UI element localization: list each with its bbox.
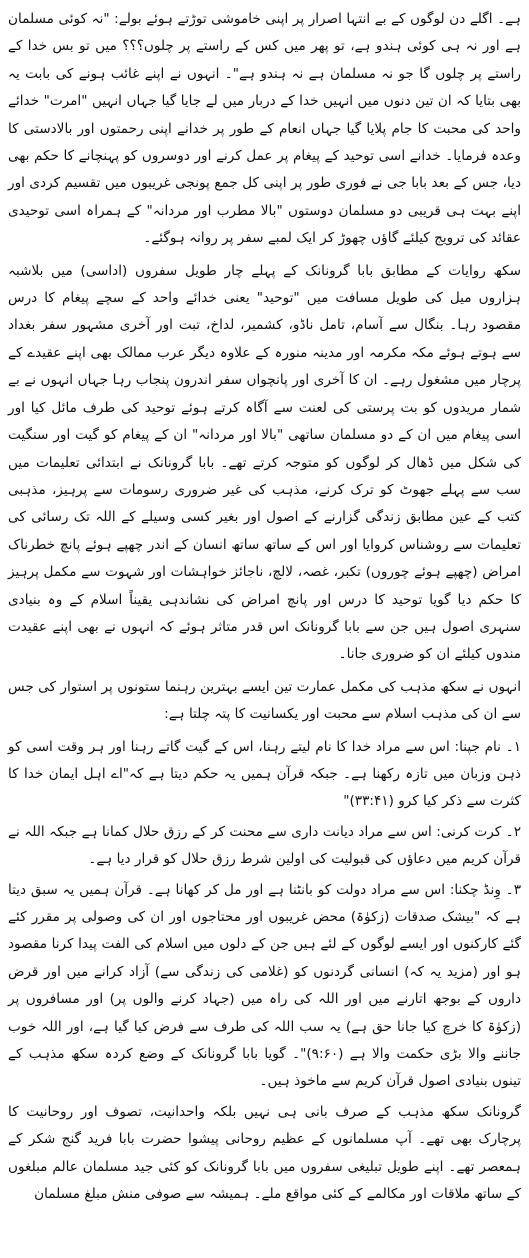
paragraph-intro: ہے۔ اگلے دن لوگوں کے بے انتہا اصرار پر اپنی خاموشی توڑتے ہوئے بولے: "نہ کوئی مسلمان ہے اور نہ ہی کوئی ہندو ہے، تو پھر میں کس کے راستے پر چلوں؟؟؟ میں تو بس خدا کے راستے پر چلوں گا جو نہ مسلمان ہے نہ ہندو ہے"۔ انہوں نے اپنے غائب ہونے کی بابت یہ بھی بتایا کہ ان تین دنوں میں انہیں خدا کے دربار میں لے جایا گیا جہاں انہیں "امرت" خدائے واحد کی محبت کا جام پلایا گیا جہاں انعام کے طور پر خدانے اپنی رحمتوں اور بالادستی کا وعدہ فرمایا۔ خدانے اسی توحید کے پیغام پر عمل کرنے اور دوسروں کو پہنچانے کا حکم بھی دیا، جس کے بعد بابا جی نے فوری طور پر اپنی کل جمع پونجی غریبوں میں تقسیم کردی اور اپنے بہت ہی قریبی دو مسلمان دوستوں "بالا مطرب اور مردانہ" کے ہمراہ اسی توحیدی عقائد کی ترویج کیلئے گاؤں چھوڑ کر ایک لمبے سفر پر روانہ ہوگئے۔	[8, 11, 521, 247]
paragraph-journeys: سکھ روایات کے مطابق بابا گرونانک کے پہلے چار طویل سفروں (اداسی) میں بلاشبہ ہزاروں میل کی طویل مسافت میں "توحید" یعنی خدائے واحد کے سچے پیغام کا درس مقصود رہا۔ بنگال سے آسام، تامل ناڈو، کشمیر، لداخ، تبت اور آخری مشہور سفر بغداد سے ہوتے ہوئے مکہ مکرمہ اور مدینہ منورہ کے علاوہ دیگر عرب ممالک بھی اپنے عقیدے کے پرچار میں مشغول رہے۔ ان کا آخری اور پانچواں سفر اندرون پنجاب رہا جہاں انہوں نے بے شمار مریدوں کو بت پرستی کی لعنت سے آگاہ کرتے ہوئے توحید کی طرف مائل کیا اور اسی پیغام میں ان کے دو مسلمان ساتھی "بالا اور مردانہ" ان کے پیغام کو گیت اور سنگیت کی شکل میں ڈھال کر لوگوں کو متوجہ کرتے تھے۔ بابا گرونانک نے ابتدائی تعلیمات میں سب سے پہلے جھوٹ کو ترک کرنے، مذہب کی غیر ضروری رسومات سے پرہیز، مذہبی کتب کے عین مطابق زندگی گزارنے کے اصول اور بغیر کسی وسیلے کے اللہ تک رسائی کی تعلیمات سے روشناس کروایا اور اس کے ساتھ ساتھ انسان کے اندر چھپے ہوئے پانچ خطرناک امراض (چھپے ہوئے چوروں) تکبر، غصہ، لالچ، ناجائز خواہشات اور شہوت سے مکمل پرہیز کا حکم دیا گویا توحید کا درس اور پانچ امراض کی نشاندہی یقیناً اسلام کے وہ بنیادی سنہری اصول ہیں جن سے بابا گرونانک اس قدر متاثر ہوئے کہ انہوں نے بھی اپنے عقیدت مندوں کیلئے ان کو ضروری جانا۔	[8, 262, 521, 663]
list-item-naam-japna: ۱۔ نام جپنا: اس سے مراد خدا کا نام لیتے رہنا، اس کے گیت گاتے رہنا اور ہر وقت اسی کو ذہن وزبان میں تازہ رکھنا ہے۔ جبکہ قرآن ہمیں یہ حکم دیتا ہے کہ"اے اہل ایمان خدا کا کثرت سے ذکر کیا کرو (۳۳:۴۱)"	[8, 738, 521, 810]
list-item-vand-chakna: ۳۔ وِنڈ چکنا: اس سے مراد دولت کو بانٹنا ہے اور مل کر کھانا ہے۔ قرآن ہمیں یہ سبق دیتا ہے کہ "بیشک صدقات (زکوٰۃ) محض غریبوں اور محتاجوں اور ان کی وصولی پر مقرر کئے گئے کارکنوں اور ایسے لوگوں کے لئے ہیں جن کے دلوں میں اسلام کی الفت پیدا کرنا مقصود ہو اور (مزید یہ کہ) انسانی گردنوں کو (غلامی کی زندگی سے) آزاد کرانے میں اور قرض داروں کے بوجھ اتارنے میں اور اللہ کی راہ میں (جہاد کرنے والوں پر) اور مسافروں پر (زکوٰۃ کا خرچ کیا جانا حق ہے) یہ سب اللہ کی طرف سے فرض کیا گیا ہے، اور اللہ خوب جاننے والا بڑی حکمت والا ہے (۹:۶۰)"۔ گویا بابا گرونانک کے وضع کردہ سکھ مذہب کے تینوں بنیادی اصول قرآن کریم سے ماخوذ ہیں۔	[8, 881, 521, 1090]
paragraph-closing: گرونانک سکھ مذہب کے صرف بانی ہی نہیں بلکہ واحدانیت، تصوف اور روحانیت کا پرچارک بھی تھے۔ آپ مسلمانوں کے عظیم روحانی پیشوا حضرت بابا فرید گنج شکر کے ہمعصر تھے۔ اپنے طویل تبلیغی سفروں میں بابا گرونانک کو کئی جید مسلمان عالم مبلغوں کے ساتھ ملاقات اور مکالمے کے کئی مواقع ملے۔ ہمیشہ سے صوفی منش مبلغ مسلمان	[8, 1103, 521, 1203]
paragraph-pillars-intro: انہوں نے سکھ مذہب کی مکمل عمارت تین ایسے بہترین رہنما ستونوں پر استوار کی جس سے ان کی مذہب اسلام سے محبت اور یکسانیت کا پتہ چلتا ہے:	[8, 678, 521, 723]
list-item-kirat-karni: ۲۔ کرت کرنی: اس سے مراد دیانت داری سے محنت کر کے رزق حلال کمانا ہے جبکہ اللہ نے قرآن کریم میں دعاؤں کی قبولیت کی اولین شرط رزق حلال کو قرار دیا ہے۔	[8, 823, 521, 868]
